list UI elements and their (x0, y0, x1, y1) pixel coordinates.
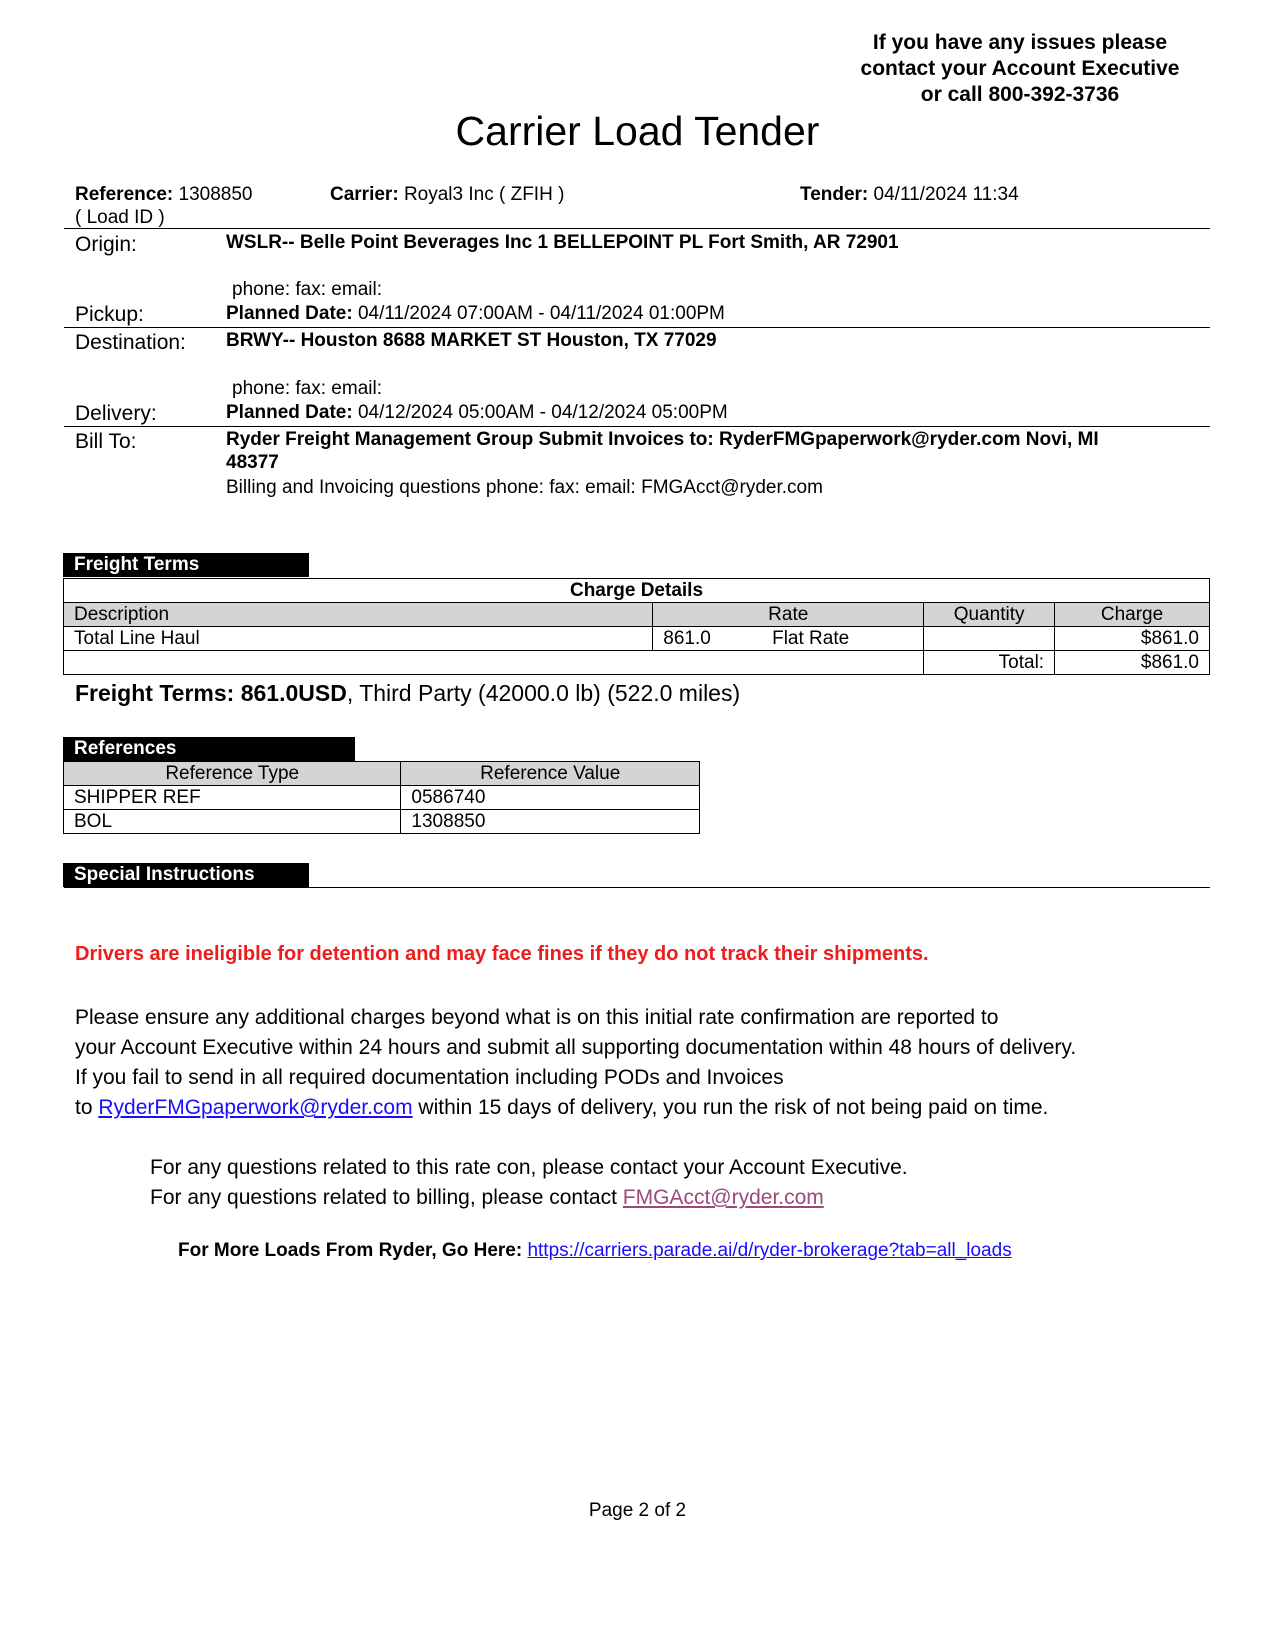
bill-to-line3: Billing and Invoicing questions phone: fax: email: FMGAcct@ryder.com (226, 477, 823, 498)
divider (64, 327, 1210, 328)
load-id-label: ( Load ID ) (75, 207, 165, 228)
column-header: Description (64, 603, 653, 627)
reference-type: SHIPPER REF (64, 786, 401, 810)
destination-contact: phone: fax: email: (232, 378, 382, 399)
special-instructions-header: Special Instructions (63, 863, 309, 887)
instructions-line-suffix: within 15 days of delivery, you run the risk of not being paid on time. (412, 1096, 1049, 1119)
column-header: Charge (1055, 603, 1210, 627)
column-header: Reference Type (64, 762, 401, 786)
delivery-planned-date (226, 402, 728, 424)
questions-line (150, 1183, 908, 1213)
bill-to-line1: Ryder Freight Management Group Submit Invoices to: RyderFMGpaperwork@ryder.com Novi, MI (226, 429, 1099, 450)
billing-email-link[interactable]: FMGAcct@ryder.com (622, 1186, 824, 1209)
destination-label: Destination: (75, 331, 186, 354)
column-header: Rate (653, 603, 924, 627)
charge-details-title: Charge Details (64, 579, 1210, 603)
divider (64, 228, 1210, 229)
contact-notice-line3: or call 800-392-3736 (920, 83, 1120, 106)
charge-details-table (63, 578, 1210, 675)
more-loads-line (178, 1240, 1012, 1262)
rate-type: Flat Rate (772, 628, 850, 649)
origin-address: WSLR-- Belle Point Beverages Inc 1 BELLEPOINT PL Fort Smith, AR 72901 (226, 232, 899, 253)
total-row (64, 651, 1210, 675)
origin-label: Origin: (75, 233, 137, 256)
reference-field (75, 184, 252, 206)
line-quantity (924, 627, 1055, 651)
bill-to-line2: 48377 (226, 452, 279, 473)
table-row (64, 627, 1210, 651)
delivery-planned-value: 04/12/2024 05:00AM - 04/12/2024 05:00PM (357, 402, 728, 423)
instructions-paragraph (75, 1003, 1076, 1123)
carrier-label: Carrier: (330, 184, 399, 205)
reference-value: 1308850 (401, 810, 700, 834)
total-spacer (64, 651, 924, 675)
instructions-line: If you fail to send in all required documentation including PODs and Invoices (75, 1066, 784, 1089)
contact-notice (830, 30, 1210, 108)
instructions-line-prefix: to (75, 1096, 99, 1119)
references-header-row (64, 762, 700, 786)
column-header: Reference Value (401, 762, 700, 786)
freight-terms-summary (75, 679, 740, 707)
contact-notice-line1: If you have any issues please (872, 31, 1168, 54)
line-description: Total Line Haul (64, 627, 653, 651)
carrier-value: Royal3 Inc ( ZFIH ) (403, 184, 565, 205)
charge-details-header-row (64, 603, 1210, 627)
destination-address: BRWY-- Houston 8688 MARKET ST Houston, TX 77029 (226, 330, 717, 351)
divider (64, 426, 1210, 427)
reference-type: BOL (64, 810, 401, 834)
pickup-planned-label: Planned Date: (226, 303, 353, 324)
line-charge: $861.0 (1055, 627, 1210, 651)
column-header: Quantity (924, 603, 1055, 627)
reference-value: 0586740 (401, 786, 700, 810)
instructions-line: your Account Executive within 24 hours and submit all supporting documentation within 48 hours of delivery. (75, 1036, 1077, 1059)
rate-value: 861.0 (663, 628, 711, 649)
references-header: References (63, 737, 355, 761)
pickup-label: Pickup: (75, 303, 144, 326)
questions-paragraph (150, 1153, 908, 1213)
more-loads-label: For More Loads From Ryder, Go Here: (178, 1240, 523, 1261)
questions-line-prefix: For any questions related to billing, please contact (150, 1186, 623, 1209)
tender-field (800, 184, 1019, 206)
table-row (64, 786, 700, 810)
divider (64, 887, 1210, 888)
delivery-planned-label: Planned Date: (226, 402, 353, 423)
reference-label: Reference: (75, 184, 174, 205)
questions-line: For any questions related to this rate con, please contact your Account Executive. (150, 1156, 908, 1179)
reference-value: 1308850 (178, 184, 253, 205)
tender-label: Tender: (800, 184, 869, 205)
instructions-line: Please ensure any additional charges beyond what is on this initial rate confirmation are reported to (75, 1006, 999, 1029)
detention-warning: Drivers are ineligible for detention and may face fines if they do not track their shipments. (75, 943, 929, 965)
freight-terms-header: Freight Terms (63, 553, 309, 577)
pickup-planned-value: 04/11/2024 07:00AM - 04/11/2024 01:00PM (357, 303, 725, 324)
page-number: Page 2 of 2 (588, 1500, 687, 1521)
paperwork-email-link[interactable]: RyderFMGpaperwork@ryder.com (98, 1096, 413, 1119)
page-title: Carrier Load Tender (455, 108, 820, 154)
references-table (63, 761, 700, 834)
table-row (64, 810, 700, 834)
freight-terms-summary-bold: Freight Terms: 861.0USD (75, 680, 347, 706)
contact-notice-line2: contact your Account Executive (860, 57, 1180, 80)
more-loads-link[interactable]: https://carriers.parade.ai/d/ryder-brokerage?tab=all_loads (527, 1240, 1012, 1261)
delivery-label: Delivery: (75, 402, 157, 425)
tender-value: 04/11/2024 11:34 (873, 184, 1019, 205)
origin-contact: phone: fax: email: (232, 279, 382, 300)
line-rate (653, 627, 924, 651)
total-label: Total: (924, 651, 1055, 675)
instructions-line (75, 1093, 1076, 1123)
pickup-planned-date (226, 303, 725, 325)
total-value: $861.0 (1055, 651, 1210, 675)
bill-to-label: Bill To: (75, 430, 137, 453)
freight-terms-summary-rest: , Third Party (42000.0 lb) (522.0 miles) (346, 680, 741, 706)
carrier-field (330, 184, 564, 206)
